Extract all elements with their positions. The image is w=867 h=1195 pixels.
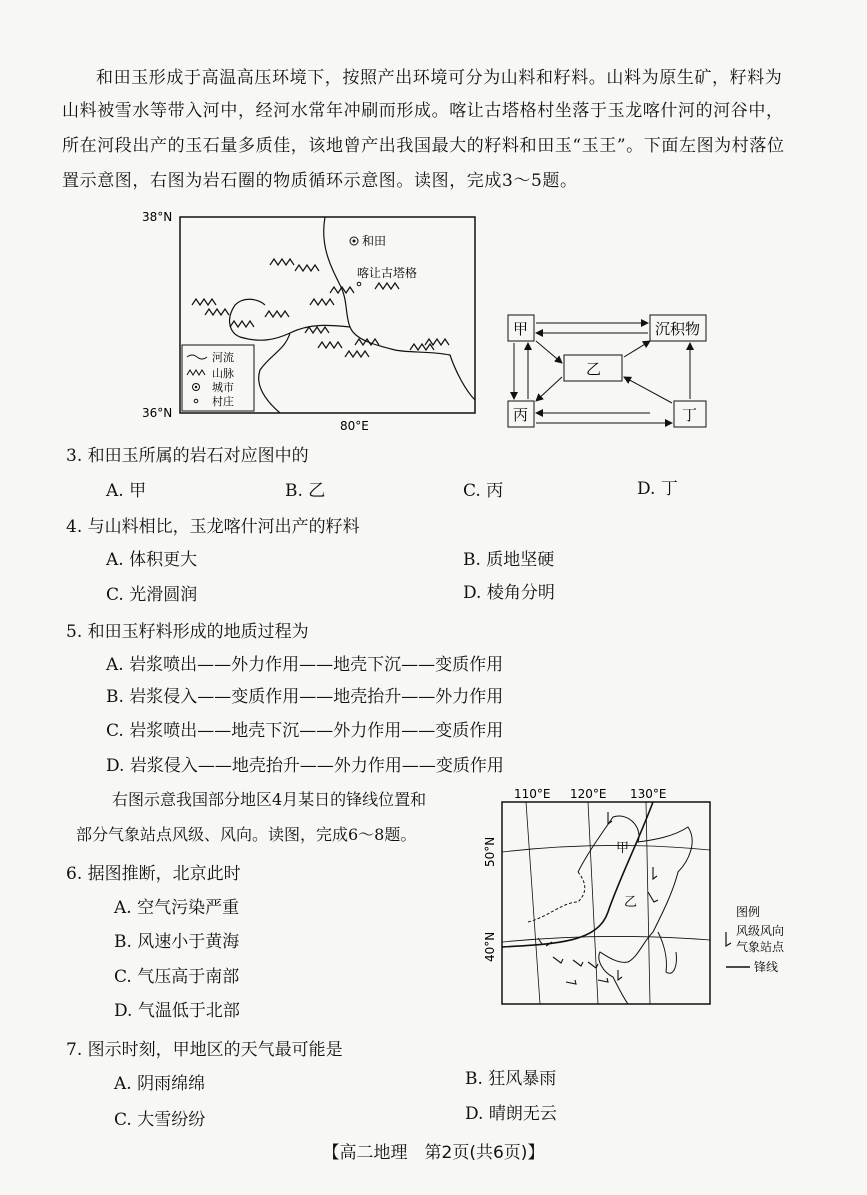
q7-option-d[interactable]: D. 晴朗无云 bbox=[465, 1104, 557, 1124]
lon-130: 130°E bbox=[630, 787, 667, 801]
q7-option-b[interactable]: B. 狂风暴雨 bbox=[465, 1069, 557, 1089]
map1-lat-top: 38°N bbox=[142, 210, 173, 224]
q3-option-a[interactable]: A. 甲 bbox=[106, 481, 147, 501]
legend-village: 村庄 bbox=[212, 395, 234, 408]
node-jia-label: 甲 bbox=[513, 320, 529, 338]
intro1-line-1: 和田玉形成于高温高压环境下，按照产出环境可分为山料和籽料。山料为原生矿，籽料为 bbox=[96, 68, 783, 88]
q4-option-b[interactable]: B. 质地坚硬 bbox=[463, 550, 555, 570]
front-line bbox=[502, 802, 653, 947]
rock-cycle-diagram bbox=[500, 305, 720, 435]
q6-option-d[interactable]: D. 气温低于北部 bbox=[114, 1001, 240, 1021]
q5-option-d[interactable]: D. 岩浆侵入——地壳抬升——外力作用——变质作用 bbox=[106, 756, 504, 776]
q5-stem: 5. 和田玉籽料形成的地质过程为 bbox=[66, 622, 309, 642]
village-location-map bbox=[140, 205, 480, 435]
village-label: 喀让古塔格 bbox=[357, 266, 418, 280]
node-sediment-label: 沉积物 bbox=[655, 320, 701, 338]
q3-option-b[interactable]: B. 乙 bbox=[285, 481, 326, 501]
region-jia: 甲 bbox=[616, 841, 630, 856]
q4-option-d[interactable]: D. 棱角分明 bbox=[463, 583, 555, 603]
node-bing-label: 丙 bbox=[513, 406, 529, 424]
map2-legend-title: 图例 bbox=[736, 905, 761, 919]
intro1-line-2: 山料被雪水等带入河中，经河水常年冲刷而形成。喀让古塔格村坐落于玉龙喀什河的河谷中， bbox=[62, 101, 784, 121]
q6-stem: 6. 据图推断，北京此时 bbox=[66, 864, 241, 884]
lon-120: 120°E bbox=[570, 787, 607, 801]
node-ding-label: 丁 bbox=[682, 406, 698, 424]
intro2-line-2: 部分气象站点风级、风向。读图，完成6～8题。 bbox=[76, 825, 417, 844]
lat-40: 40°N bbox=[483, 931, 497, 962]
front-line-map bbox=[478, 782, 863, 1012]
map1-lon: 80°E bbox=[340, 419, 369, 433]
legend-front: 锋线 bbox=[754, 960, 779, 974]
q4-option-c[interactable]: C. 光滑圆润 bbox=[106, 585, 198, 605]
q3-option-d[interactable]: D. 丁 bbox=[637, 479, 678, 499]
legend-station: 气象站点 bbox=[736, 940, 785, 954]
q4-option-a[interactable]: A. 体积更大 bbox=[106, 550, 198, 570]
intro1-line-4: 置示意图，右图为岩石圈的物质循环示意图。读图，完成3～5题。 bbox=[62, 171, 578, 191]
map1-lat-bottom: 36°N bbox=[142, 406, 173, 420]
q5-option-a[interactable]: A. 岩浆喷出——外力作用——地壳下沉——变质作用 bbox=[106, 655, 504, 675]
q6-option-c[interactable]: C. 气压高于南部 bbox=[114, 967, 240, 987]
q7-option-c[interactable]: C. 大雪纷纷 bbox=[114, 1110, 206, 1130]
legend-wind: 风级风向 bbox=[736, 924, 785, 938]
node-yi-label: 乙 bbox=[586, 360, 602, 378]
q5-option-c[interactable]: C. 岩浆喷出——地壳下沉——外力作用——变质作用 bbox=[106, 721, 504, 741]
q7-stem: 7. 图示时刻，甲地区的天气最可能是 bbox=[66, 1040, 343, 1060]
intro2-line-1: 右图示意我国部分地区4月某日的锋线位置和 bbox=[112, 790, 427, 809]
legend-city: 城市 bbox=[212, 381, 234, 394]
river-branch-2 bbox=[259, 333, 290, 413]
city-label: 和田 bbox=[362, 234, 387, 248]
korea-coast bbox=[658, 932, 676, 973]
legend-mountain: 山脉 bbox=[212, 367, 234, 380]
q6-option-b[interactable]: B. 风速小于黄海 bbox=[114, 932, 240, 952]
lat-50: 50°N bbox=[483, 836, 497, 867]
boundary bbox=[528, 872, 585, 922]
legend-river: 河流 bbox=[212, 351, 234, 364]
q7-option-a[interactable]: A. 阴雨绵绵 bbox=[114, 1074, 206, 1094]
wind-barbs bbox=[538, 812, 658, 984]
q3-stem: 3. 和田玉所属的岩石对应图中的 bbox=[66, 446, 309, 466]
region-yi: 乙 bbox=[624, 895, 638, 910]
q3-option-c[interactable]: C. 丙 bbox=[463, 481, 504, 501]
lon-110: 110°E bbox=[514, 787, 551, 801]
village-symbol bbox=[357, 282, 361, 286]
q6-option-a[interactable]: A. 空气污染严重 bbox=[114, 898, 240, 918]
cycle-arrows bbox=[514, 323, 690, 423]
page-footer: 【高二地理 第2页(共6页)】 bbox=[322, 1143, 545, 1163]
river-main bbox=[324, 217, 475, 400]
intro1-line-3: 所在河段出产的玉石量多质佳，该地曾产出我国最大的籽料和田玉“玉王”。下面左图为村落位 bbox=[62, 136, 785, 156]
legend-barb-symbol bbox=[726, 932, 731, 946]
q5-option-b[interactable]: B. 岩浆侵入——变质作用——地壳抬升——外力作用 bbox=[106, 687, 504, 707]
q4-stem: 4. 与山料相比，玉龙喀什河出产的籽料 bbox=[66, 517, 360, 537]
